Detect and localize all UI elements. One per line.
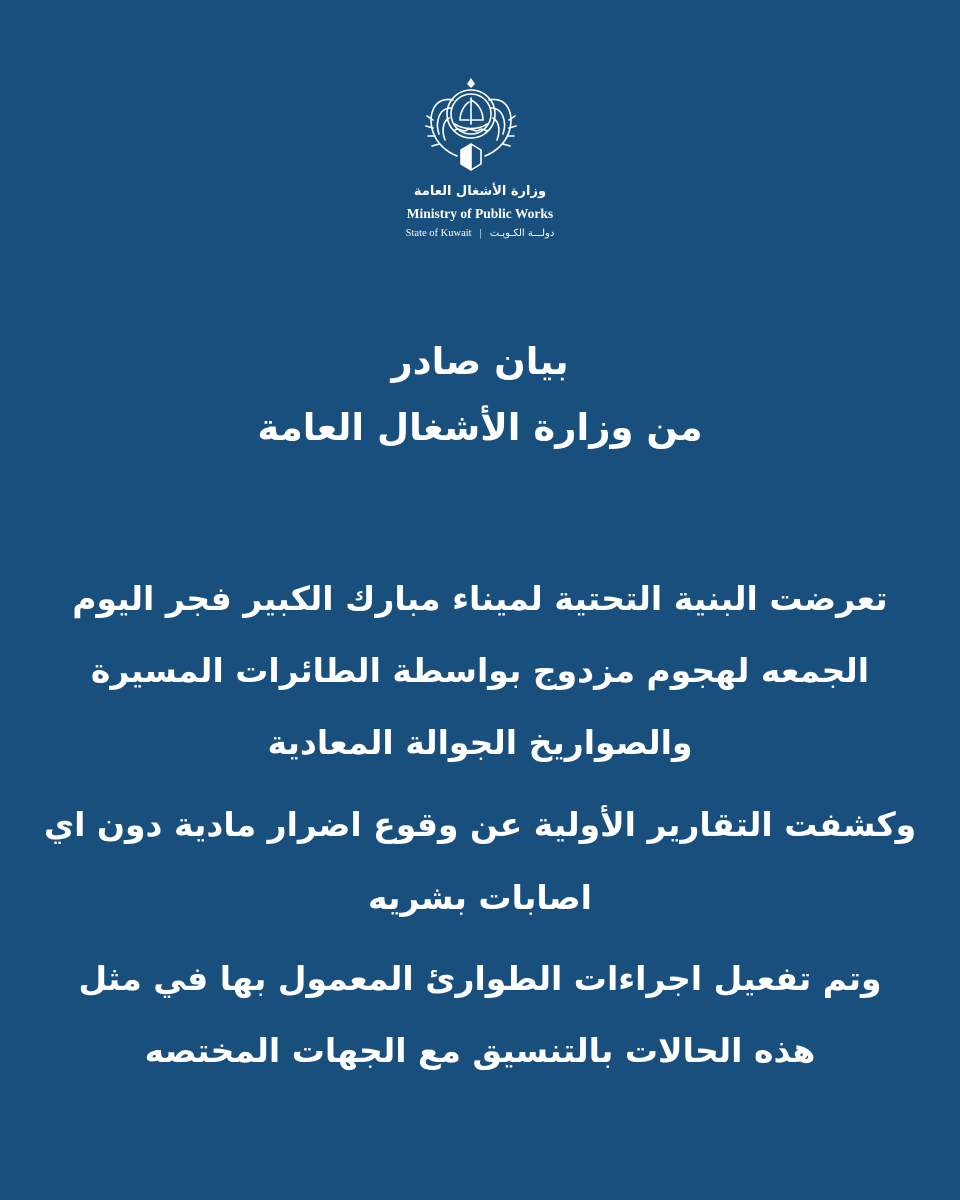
statement-title-line-1: بيان صادر [391,340,569,383]
statement-line: وتم تفعيل اجراءات الطوارئ المعمول بها في مثل [78,959,882,998]
ministry-name-arabic: وزارة الأشغال العامة [413,184,547,199]
statement-line: الجمعه لهجوم مزدوج بواسطة الطائرات المسيرة [90,651,870,690]
statement-line: اصابات بشريه [368,878,592,917]
ministry-name-english: Ministry of Public Works [406,206,554,221]
state-arabic: دولـــة الكـويـت [489,228,555,239]
state-separator: | [479,228,482,239]
state-line [0,226,960,242]
statement-line: وكشفت التقارير الأولية عن وقوع اضرار مادية دون اي [43,805,917,844]
statement-line: هذه الحالات بالتنسيق مع الجهات المختصه [144,1031,816,1070]
statement-line: تعرضت البنية التحتية لميناء مبارك الكبير فجر اليوم [72,579,888,618]
statement-line: والصواريخ الجوالة المعادية [267,723,693,762]
kuwait-emblem-icon [423,70,519,176]
state-english: State of Kuwait [405,228,472,239]
statement-title-line-2: من وزارة الأشغال العامة [257,406,703,449]
